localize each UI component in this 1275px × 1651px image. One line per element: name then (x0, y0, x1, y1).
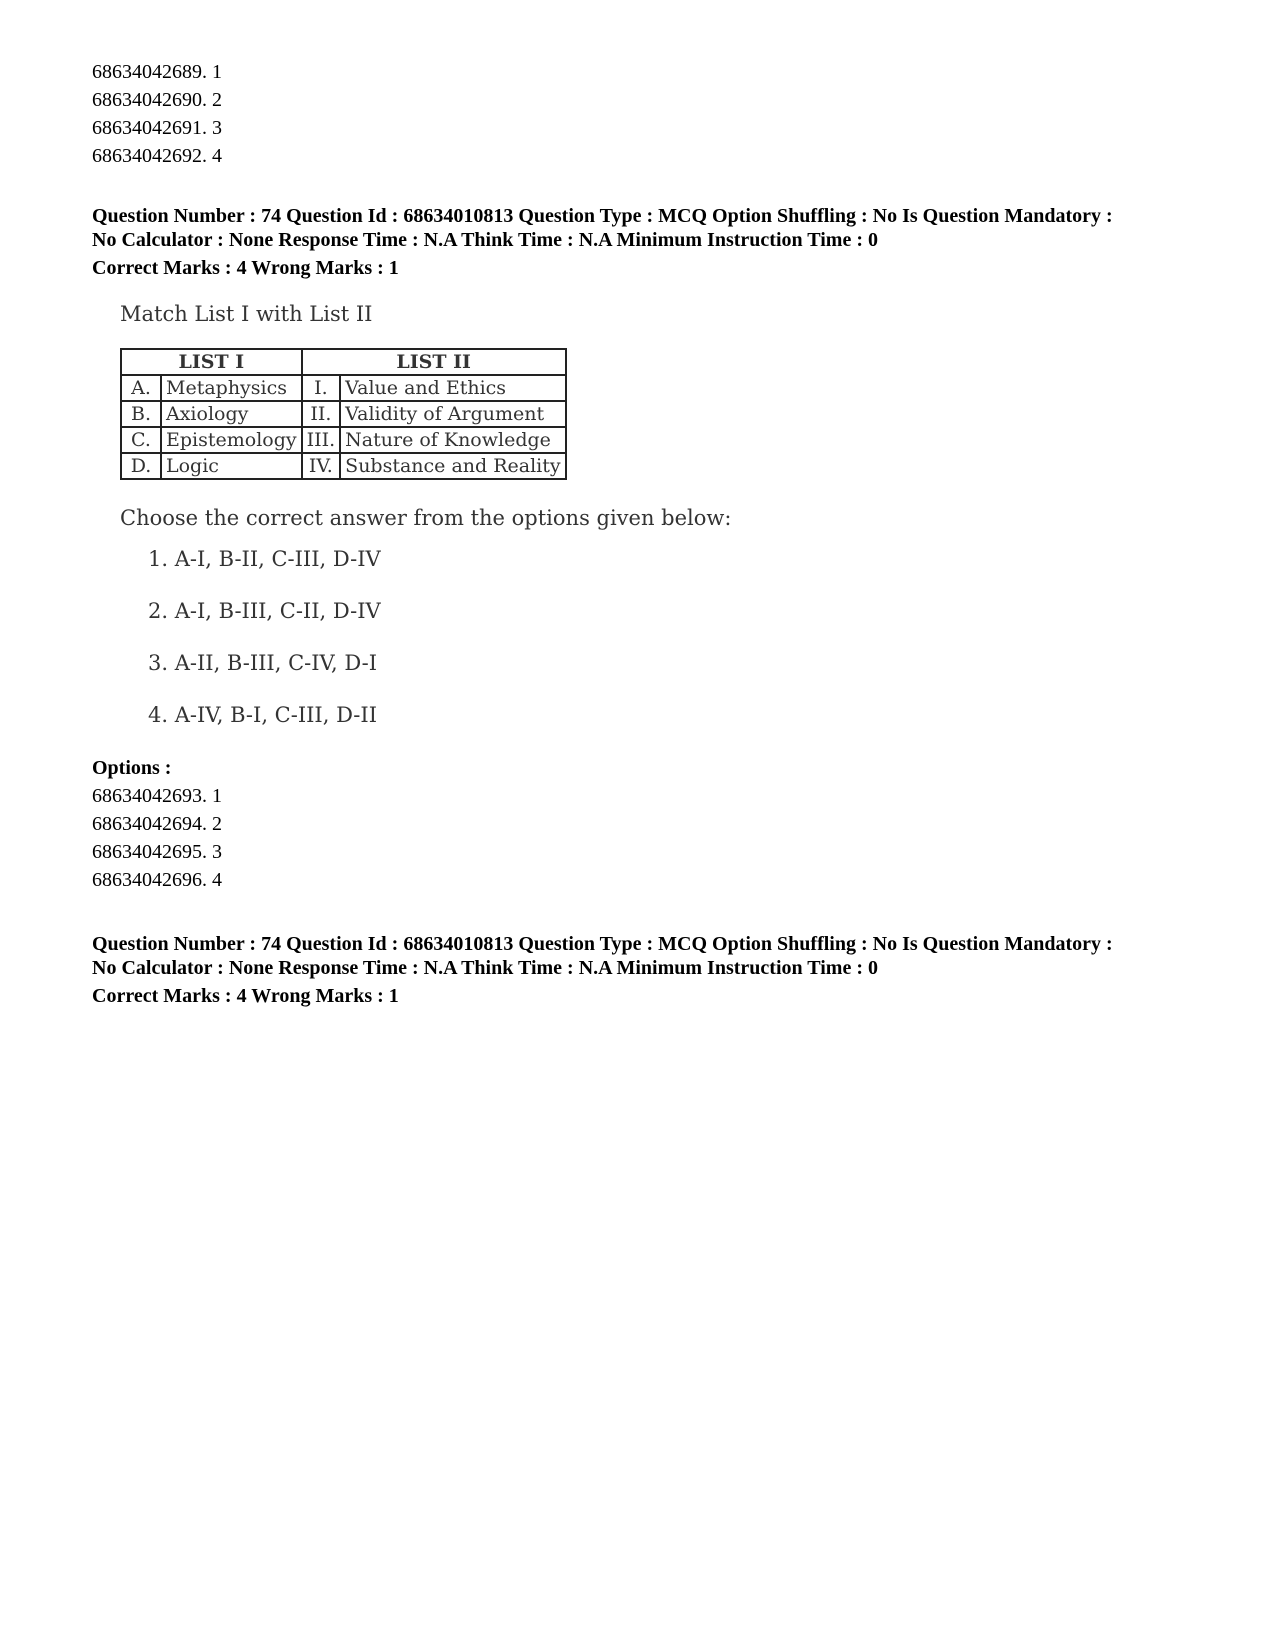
table-row (121, 453, 566, 479)
list2-item: Validity of Argument (340, 401, 565, 427)
option-line: 68634042694. 2 (92, 813, 222, 835)
list1-heading: LIST I (121, 349, 302, 375)
question-header-line: Question Number : 74 Question Id : 68634010813 Question Type : MCQ Option Shuffling : No Is Question Mandatory : (92, 205, 1113, 227)
question-header-line: Question Number : 74 Question Id : 68634010813 Question Type : MCQ Option Shuffling : No Is Question Mandatory : (92, 933, 1113, 955)
option-line: 68634042690. 2 (92, 89, 222, 111)
list1-item: Axiology (161, 401, 302, 427)
list2-key: I. (302, 375, 341, 401)
list2-heading: LIST II (302, 349, 566, 375)
option-line: 68634042692. 4 (92, 145, 222, 167)
list1-key: B. (121, 401, 161, 427)
table-row (121, 427, 566, 453)
list2-item: Nature of Knowledge (340, 427, 565, 453)
list2-key: III. (302, 427, 341, 453)
option-line: 68634042695. 3 (92, 841, 222, 863)
options-label: Options : (92, 757, 172, 779)
document-page (92, 58, 1212, 1008)
question-block (92, 932, 1212, 1008)
option-line: 68634042696. 4 (92, 869, 222, 891)
list1-item: Metaphysics (161, 375, 302, 401)
option-line: 68634042693. 1 (92, 785, 222, 807)
question-marks: Correct Marks : 4 Wrong Marks : 1 (92, 257, 399, 279)
table-row (121, 401, 566, 427)
match-table (120, 348, 567, 480)
question-intro: Match List I with List II (120, 302, 373, 326)
question-header-line: No Calculator : None Response Time : N.A Think Time : N.A Minimum Instruction Time : 0 (92, 957, 878, 979)
question-instruction: Choose the correct answer from the options given below: (120, 506, 732, 530)
list1-item: Logic (161, 453, 302, 479)
list1-key: A. (121, 375, 161, 401)
question-body (120, 302, 1212, 728)
question-header-line: No Calculator : None Response Time : N.A Think Time : N.A Minimum Instruction Time : 0 (92, 229, 878, 251)
list1-item: Epistemology (161, 427, 302, 453)
option-line: 68634042689. 1 (92, 61, 222, 83)
list2-key: II. (302, 401, 341, 427)
question-marks: Correct Marks : 4 Wrong Marks : 1 (92, 985, 399, 1007)
answer-choices (148, 546, 1212, 728)
answer-choice: 3. A-II, B-III, C-IV, D-I (148, 651, 377, 675)
option-line: 68634042691. 3 (92, 117, 222, 139)
previous-options-list (92, 58, 1212, 170)
answer-choice: 2. A-I, B-III, C-II, D-IV (148, 599, 381, 623)
answer-choice: 4. A-IV, B-I, C-III, D-II (148, 703, 377, 727)
answer-choice: 1. A-I, B-II, C-III, D-IV (148, 547, 381, 571)
question-block (92, 204, 1212, 894)
list1-key: D. (121, 453, 161, 479)
list2-item: Substance and Reality (340, 453, 565, 479)
list2-item: Value and Ethics (340, 375, 565, 401)
table-row (121, 375, 566, 401)
list1-key: C. (121, 427, 161, 453)
options-list (92, 782, 1212, 894)
list2-key: IV. (302, 453, 341, 479)
